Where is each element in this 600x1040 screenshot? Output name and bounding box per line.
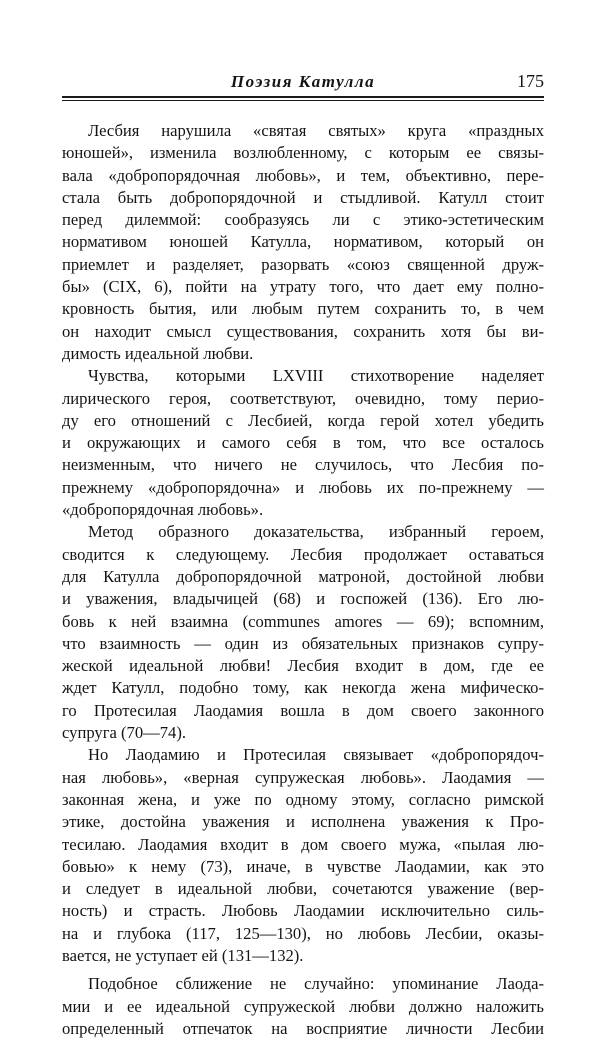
body-text (62, 120, 544, 1040)
text-line: определенный отпечаток на восприятие личности Лесбии (62, 1018, 544, 1038)
text-line: нормативом юношей Катулла, нормативом, который он (62, 232, 544, 252)
paragraph (62, 744, 544, 967)
text-line: бовь к ней взаимна (communes amores — 69); вспомним, (62, 611, 544, 631)
text-line: Чувства, которыми LXVIII стихотворение наделяет (88, 366, 544, 386)
text-line: юношей», изменила возлюбленному, с которым ее связы- (62, 143, 544, 163)
text-line: ждет Катулл, подобно тому, как некогда жена мифическо- (62, 678, 544, 698)
text-line: стала быть добропорядочной и стыдливой. Катулл стоит (62, 187, 544, 207)
text-line: бы» (CIX, 6), пойти на утрату того, что дает ему полно- (62, 277, 544, 297)
text-line: бовью» к нему (73), иначе, в чувстве Лаодамии, как это (62, 856, 544, 876)
paragraph (62, 365, 544, 521)
header-rule (62, 96, 544, 98)
text-line: и окружающих и самого себя в том, что все осталось (62, 433, 544, 453)
header-rule-thin (62, 100, 544, 101)
text-line: перед дилеммой: сообразуясь ли с этико-эстетическим (62, 210, 544, 230)
running-head (62, 64, 544, 96)
text-line: вается, не уступает ей (131—132). (62, 945, 304, 965)
text-line: законная жена, и уже по одному этому, согласно римской (62, 789, 544, 809)
text-line: приемлет и разделяет, разорвать «союз священной друж- (62, 254, 544, 274)
text-line: супруга (70—74). (62, 723, 186, 743)
paragraph (62, 120, 544, 365)
text-line: лирического героя, соответствуют, очевидно, тому перио- (62, 388, 544, 408)
page-number: 175 (517, 71, 544, 91)
running-title: Поэзия Катулла (230, 72, 376, 91)
text-line: что взаимность — один из обязательных признаков супру- (62, 633, 544, 653)
text-line: кровность бытия, или любым путем сохранить то, в чем (62, 299, 544, 319)
text-line: неизменным, что ничего не случилось, что Лесбия по- (62, 455, 544, 475)
text-line: и уважения, владычицей (68) и госпожей (136). Его лю- (62, 589, 544, 609)
text-line: мии и ее идеальной супружеской любви должно наложить (62, 996, 544, 1016)
text-line: и следует в идеальной любви, сочетаются уважение (вер- (62, 879, 544, 899)
text-line: Подобное сближение не случайно: упоминание Лаода- (88, 974, 544, 994)
text-line: ду его отношений с Лесбией, когда герой хотел убедить (62, 410, 544, 430)
text-line: «добропорядочная любовь». (62, 500, 264, 520)
text-line: Лесбия нарушила «святая святых» круга «праздных (88, 121, 544, 140)
text-line: димость идеальной любви. (62, 343, 254, 363)
paragraph (62, 973, 544, 1040)
text-line: Но Лаодамию и Протесилая связывает «добропорядоч- (88, 745, 544, 765)
text-line: на и глубока (117, 125—130), но любовь Лесбии, оказы- (62, 923, 544, 943)
text-line: ная любовь», «верная супружеская любовь». Лаодамия — (62, 767, 544, 787)
text-line: прежнему «добропорядочна» и любовь их по-прежнему — (62, 477, 544, 497)
text-line: для Катулла добропорядочной матроной, достойной любви (62, 566, 544, 586)
text-line: го Протесилая Лаодамия вошла в дом своего законного (62, 700, 544, 720)
text-line: ность) и страсть. Любовь Лаодамии исключительно силь- (62, 901, 544, 921)
text-line: этике, достойна уважения и исполнена уважения к Про- (62, 812, 544, 832)
text-line: сводится к следующему. Лесбия продолжает оставаться (62, 544, 544, 564)
text-line: вала «добропорядочная любовь», и тем, объективно, пере- (62, 165, 544, 185)
text-line: Метод образного доказательства, избранный героем, (88, 522, 544, 542)
text-line: тесилаю. Лаодамия входит в дом своего мужа, «пылая лю- (62, 834, 544, 854)
paragraph (62, 521, 544, 744)
text-line: жеской идеальной любви! Лесбия входит в дом, где ее (62, 656, 544, 676)
text-line: он находит смысл существования, сохранить хотя бы ви- (62, 321, 544, 341)
